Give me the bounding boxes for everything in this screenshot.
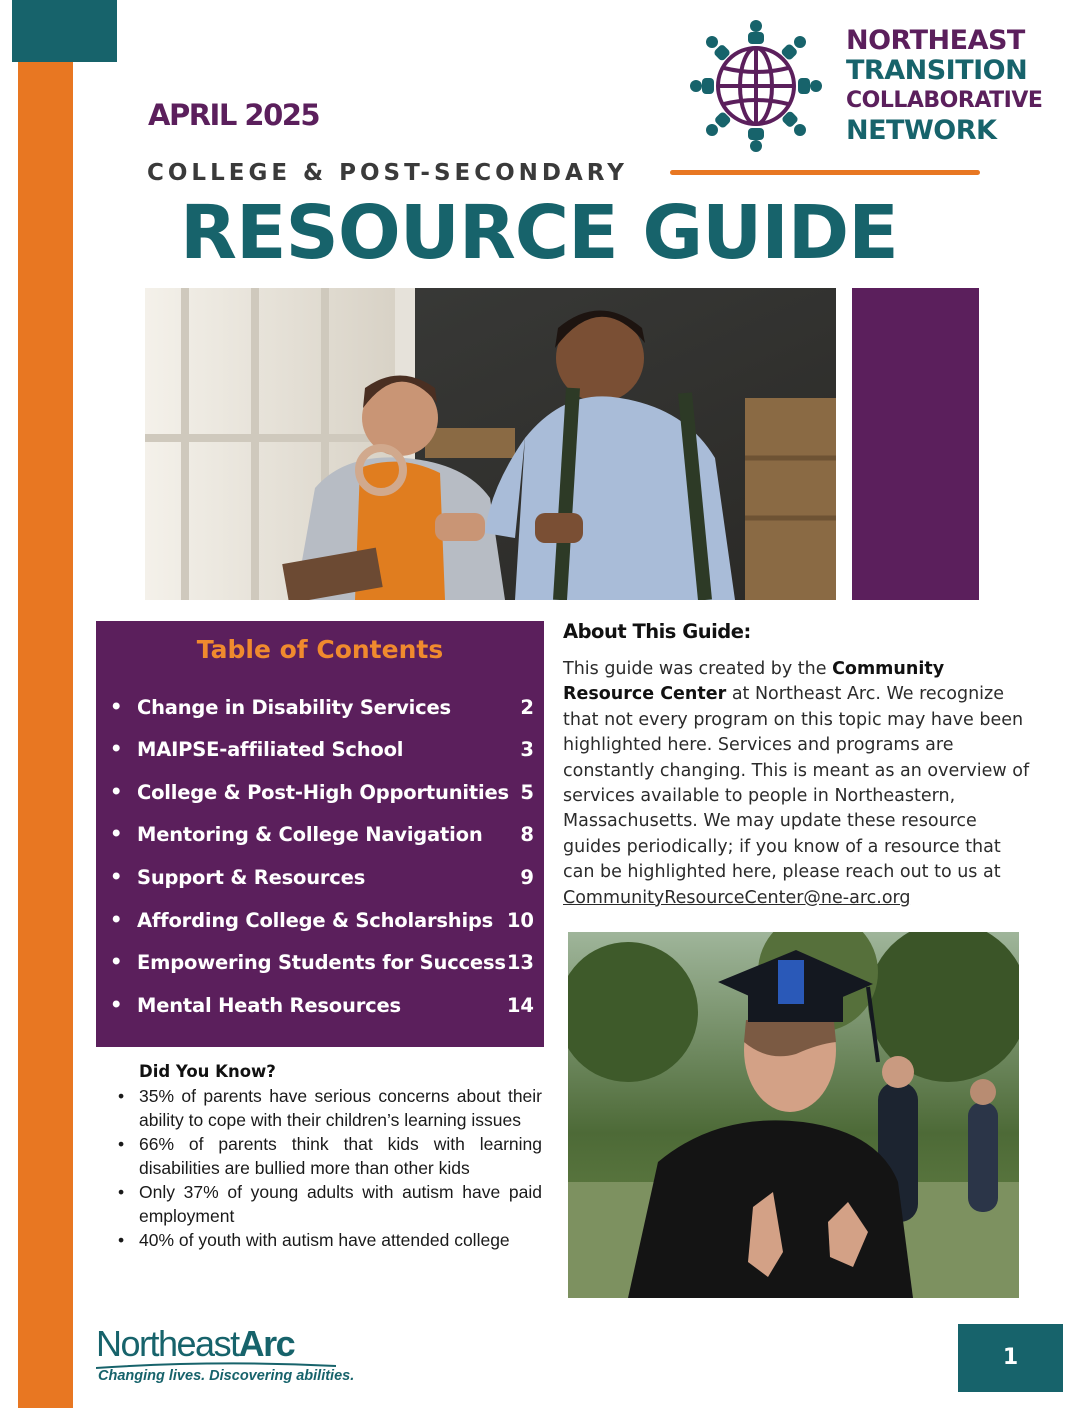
guide-title: RESOURCE GUIDE	[180, 190, 898, 276]
graduate-photo	[568, 932, 1019, 1298]
toc-item-page: 3	[520, 738, 534, 761]
toc-item-page: 13	[506, 951, 534, 974]
toc-item-page: 2	[520, 696, 534, 719]
toc-item-page: 9	[520, 866, 534, 889]
about-text: at Northeast Arc. We recognize that not every program on this topic may have been highlighted here. Services and programs are constantly changing. This is meant as an overview of services available to people in Northeastern, Massachusetts. We may update these resource guides periodically; if you know of a resource that can be highlighted here, please reach out to us at	[563, 684, 1030, 883]
toc-item-label: Mental Heath Resources	[137, 994, 401, 1017]
toc-bullet: •	[110, 865, 123, 888]
toc-bullet: •	[110, 950, 123, 973]
toc-title: Table of Contents	[196, 635, 444, 664]
did-you-know-title: Did You Know?	[139, 1062, 276, 1081]
logo-tagline: Changing lives. Discovering abilities.	[98, 1368, 355, 1384]
toc-item-page: 14	[506, 994, 534, 1017]
toc-item[interactable]	[110, 696, 536, 726]
did-you-know-section	[116, 1060, 542, 1252]
hero-students-photo	[145, 288, 836, 600]
toc-item-label: MAIPSE-affiliated School	[137, 738, 404, 761]
header-divider	[670, 170, 980, 175]
toc-bullet: •	[110, 822, 123, 845]
toc-item-label: Support & Resources	[137, 866, 366, 889]
toc-item-page: 5	[520, 781, 534, 804]
about-org-name: Community Resource Center	[563, 659, 945, 705]
logo-line-2: TRANSITION	[846, 55, 1028, 86]
about-body	[563, 657, 1033, 911]
toc-bullet: •	[110, 908, 123, 931]
fact-item: • 66% of parents think that kids with learning disabilities are bullied more than other kids	[116, 1132, 542, 1180]
toc-bullet: •	[110, 737, 123, 760]
toc-item-label: Affording College & Scholarships	[137, 909, 494, 932]
toc-bullet: •	[110, 780, 123, 803]
top-teal-block	[12, 0, 117, 62]
toc-item-label: Mentoring & College Navigation	[137, 823, 483, 846]
purple-accent-block	[852, 288, 979, 600]
toc-item[interactable]	[110, 994, 536, 1024]
issue-date: APRIL 2025	[148, 98, 320, 132]
table-of-contents	[96, 621, 544, 1047]
fact-item: • 40% of youth with autism have attended college	[116, 1228, 542, 1252]
toc-bullet: •	[110, 695, 123, 718]
toc-item[interactable]	[110, 909, 536, 939]
logo-line-4: NETWORK	[846, 115, 997, 146]
logo-name-part2: Arc	[238, 1323, 295, 1364]
toc-item[interactable]	[110, 781, 536, 811]
logo-name-part1: Northeast	[96, 1323, 239, 1364]
logo-name	[96, 1324, 294, 1364]
page-number: 1	[958, 1324, 1063, 1392]
about-title: About This Guide:	[563, 620, 751, 643]
toc-item[interactable]	[110, 738, 536, 768]
logo-line-1: NORTHEAST	[846, 25, 1025, 56]
toc-item-label: College & Post-High Opportunities	[137, 781, 509, 804]
toc-item-page: 8	[520, 823, 534, 846]
fact-item: • 35% of parents have serious concerns about their ability to cope with their children’s learning issues	[116, 1084, 542, 1132]
logo-line-3: COLLABORATIVE	[846, 88, 1043, 113]
contact-email-link[interactable]: CommunityResourceCenter@ne-arc.org	[563, 887, 911, 908]
toc-bullet: •	[110, 993, 123, 1016]
toc-item[interactable]	[110, 951, 536, 981]
globe-people-logo-icon	[688, 18, 824, 154]
fact-item: • Only 37% of young adults with autism have paid employment	[116, 1180, 542, 1228]
left-orange-bar	[18, 0, 73, 1408]
guide-subtitle: COLLEGE & POST-SECONDARY	[147, 160, 628, 186]
toc-item[interactable]	[110, 866, 536, 896]
northeast-arc-logo	[96, 1323, 355, 1388]
toc-item-label: Empowering Students for Success	[137, 951, 506, 974]
about-intro: This guide was created by the	[563, 659, 833, 679]
toc-item[interactable]	[110, 823, 536, 853]
toc-item-page: 10	[506, 909, 534, 932]
network-logo-wordmark	[846, 26, 1042, 146]
toc-item-label: Change in Disability Services	[137, 696, 451, 719]
facts-list	[116, 1084, 542, 1252]
